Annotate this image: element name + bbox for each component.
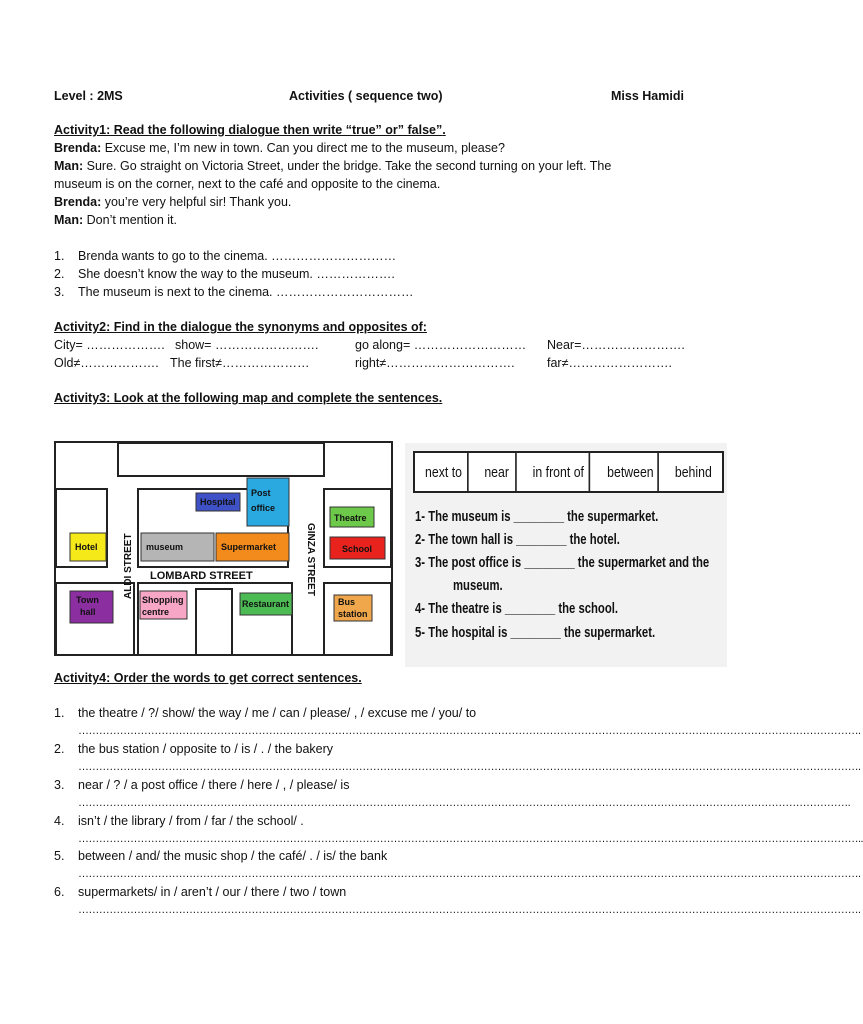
shopping-label-1: Shopping [142, 595, 184, 605]
vocab-old: Old≠………………. [54, 356, 159, 370]
dialogue-line-5: Man: Don’t mention it. [54, 213, 177, 227]
order-item-6: 6. supermarkets/ in / aren’t / our / there / two / town [54, 885, 347, 899]
order-item-3: 3. near / ? / a post office / there / here / , / please/ is [54, 778, 350, 792]
vocab-near: Near=……………………. [547, 338, 685, 352]
word-next-to: next to [420, 453, 468, 491]
school-label: School [342, 544, 373, 554]
town-map-svg [54, 441, 393, 656]
question-2: 2. She doesn’t know the way to the museum. ………………. [54, 267, 395, 281]
dialogue-line-4: Brenda: you’re very helpful sir! Thank you. [54, 195, 292, 209]
museum-label: museum [146, 542, 184, 552]
answer-line-6: ………………………………………………………………………………………………………………………………………………………………………………………………………. [78, 904, 861, 916]
map-sentence-1: 1- The museum is ________ the supermarket. [415, 509, 659, 525]
order-item-1: 1. the theatre / ?/ show/ the way / me / can / please/ , / excuse me / you/ to [54, 706, 477, 720]
vocab-far: far≠……………………. [547, 356, 672, 370]
answer-line-5: ………………………………………………………………………………………………………………………………………………………………………………………………………. [78, 868, 861, 880]
town-hall-label-1: Town [76, 595, 99, 605]
activity4-heading: Activity4: Order the words to get correct sentences. [54, 671, 362, 685]
vocab-city: City= ………………. [54, 338, 165, 352]
town-map [54, 441, 393, 656]
bus-station-label-1: Bus [338, 597, 356, 607]
order-item-2: 2. the bus station / opposite to / is / . / the bakery [54, 742, 334, 756]
map-gap-block [196, 589, 232, 655]
hotel-label: Hotel [75, 542, 98, 552]
answer-line-1: ………………………………………………………………………………………………………………………………………………………………………………………………………. [78, 725, 861, 737]
restaurant-label: Restaurant [242, 599, 290, 609]
vocab-go-along: go along= ……………………… [355, 338, 527, 352]
activity2-heading: Activity2: Find in the dialogue the synonyms and opposites of: [54, 320, 427, 334]
answer-line-3: ……………………………………………………………………………………………………………………………………………………………………………………………………. [78, 797, 851, 809]
post-office-building [247, 478, 289, 526]
activity1-heading: Activity1: Read the following dialogue then write “true” or” false”. [54, 123, 446, 137]
map-sentence-4: 4- The theatre is ________ the school. [415, 601, 619, 617]
town-hall-label-2: hall [80, 607, 96, 617]
bus-station-label-2: station [338, 609, 368, 619]
supermarket-label: Supermarket [221, 542, 277, 552]
hospital-label: Hospital [200, 497, 236, 507]
teacher-name: Miss Hamidi [611, 89, 684, 103]
word-near: near [478, 453, 517, 491]
order-item-5: 5. between / and/ the music shop / the café/ . / is/ the bank [54, 849, 388, 863]
question-3: 3. The museum is next to the cinema. …………………………… [54, 285, 414, 299]
shopping-label-2: centre [142, 607, 170, 617]
lombard-street-label: LOMBARD STREET [150, 570, 253, 582]
activity3-exercise-panel [405, 443, 727, 667]
map-sentence-3: 3- The post office is ________ the supermarket and the [415, 555, 710, 571]
word-in-front-of: in front of [527, 453, 590, 491]
dialogue-line-1: Brenda: Excuse me, I’m new in town. Can you direct me to the museum, please? [54, 141, 505, 155]
map-sentence-5: 5- The hospital is ________ the supermarket. [415, 625, 656, 641]
level-label: Level : 2MS [54, 89, 123, 103]
map-sentence-3-cont: museum. [453, 578, 503, 594]
dialogue-line-3: museum is on the corner, next to the café and opposite to the cinema. [54, 177, 441, 191]
post-office-label-1: Post [251, 488, 271, 498]
vocab-show: show= ……………………. [175, 338, 319, 352]
activity3-heading: Activity3: Look at the following map and complete the sentences. [54, 391, 443, 405]
vocab-the-first: The first≠………………… [170, 356, 310, 370]
answer-line-2: ………………………………………………………………………………………………………………………………………………………………………………………………………. [78, 761, 861, 773]
ginza-street-label: GINZA STREET [305, 523, 316, 596]
post-office-label-2: office [251, 503, 276, 513]
vocab-right: right≠…………………………. [355, 356, 515, 370]
word-behind: behind [675, 463, 713, 481]
question-1: 1. Brenda wants to go to the cinema. ………………………… [54, 249, 397, 263]
order-item-4: 4. isn’t / the library / from / far / the school/ . [54, 814, 304, 828]
word-bank-table [413, 451, 724, 493]
map-top-block [118, 443, 324, 476]
answer-line-4: ……………………………………………………………………………………………………………………………………………………………………………………………………….. [78, 833, 863, 845]
worksheet-title: Activities ( sequence two) [289, 89, 443, 103]
word-between: between [603, 453, 659, 491]
theatre-label: Theatre [334, 513, 367, 523]
map-sentence-2: 2- The town hall is ________ the hotel. [415, 532, 620, 548]
dialogue-line-2: Man: Sure. Go straight on Victoria Street, under the bridge. Take the second turning on your left. The [54, 159, 612, 173]
aldi-street-label: ALDI STREET [123, 533, 134, 599]
